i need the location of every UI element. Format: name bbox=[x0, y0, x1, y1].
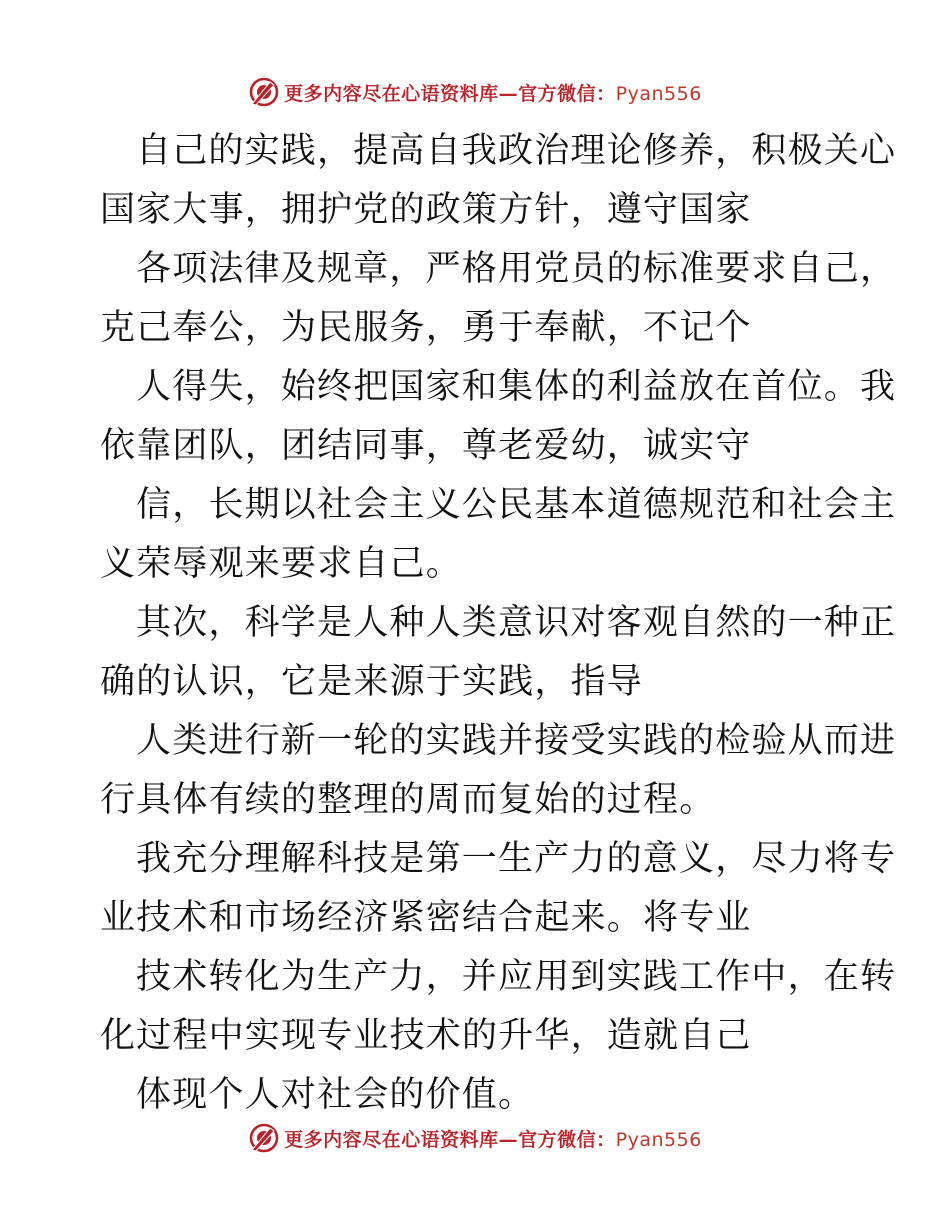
watermark-wechat-id: Pyan556 bbox=[615, 1128, 702, 1151]
text-line: 行具体有续的整理的周而复始的过程。 bbox=[100, 780, 716, 820]
footer-watermark bbox=[0, 1118, 950, 1158]
text-line: 确的认识，它是来源于实践，指导 bbox=[100, 662, 644, 702]
text-line: 其次，科学是人种人类意识对客观自然的一种正 bbox=[136, 603, 897, 643]
text-line: 体现个人对社会的价值。 bbox=[136, 1075, 535, 1115]
header-watermark bbox=[0, 72, 950, 112]
text-line: 信，长期以社会主义公民基本道德规范和社会主 bbox=[136, 485, 897, 525]
quill-logo-icon bbox=[248, 1122, 280, 1154]
text-line: 化过程中实现专业技术的升华，造就自己 bbox=[100, 1016, 752, 1056]
text-line: 自己的实践，提高自我政治理论修养，积极关心 bbox=[136, 131, 897, 171]
text-line: 人类进行新一轮的实践并接受实践的检验从而进 bbox=[136, 721, 897, 761]
watermark-text: 更多内容尽在心语资料库—官方微信： bbox=[284, 1128, 616, 1151]
watermark-text: 更多内容尽在心语资料库—官方微信： bbox=[284, 82, 616, 105]
text-line: 克己奉公，为民服务，勇于奉献，不记个 bbox=[100, 308, 752, 348]
text-line: 各项法律及规章，严格用党员的标准要求自己， bbox=[136, 249, 897, 289]
document-body bbox=[100, 122, 897, 1125]
text-line: 依靠团队，团结同事，尊老爱幼，诚实守 bbox=[100, 426, 752, 466]
text-line: 义荣辱观来要求自己。 bbox=[100, 544, 463, 584]
watermark-wechat-id: Pyan556 bbox=[615, 82, 702, 105]
text-line: 技术转化为生产力，并应用到实践工作中，在转 bbox=[136, 957, 897, 997]
text-line: 业技术和市场经济紧密结合起来。将专业 bbox=[100, 898, 752, 938]
text-line: 我充分理解科技是第一生产力的意义，尽力将专 bbox=[136, 839, 897, 879]
quill-logo-icon bbox=[248, 76, 280, 108]
text-line: 国家大事，拥护党的政策方针，遵守国家 bbox=[100, 190, 752, 230]
text-line: 人得失，始终把国家和集体的利益放在首位。我 bbox=[136, 367, 897, 407]
